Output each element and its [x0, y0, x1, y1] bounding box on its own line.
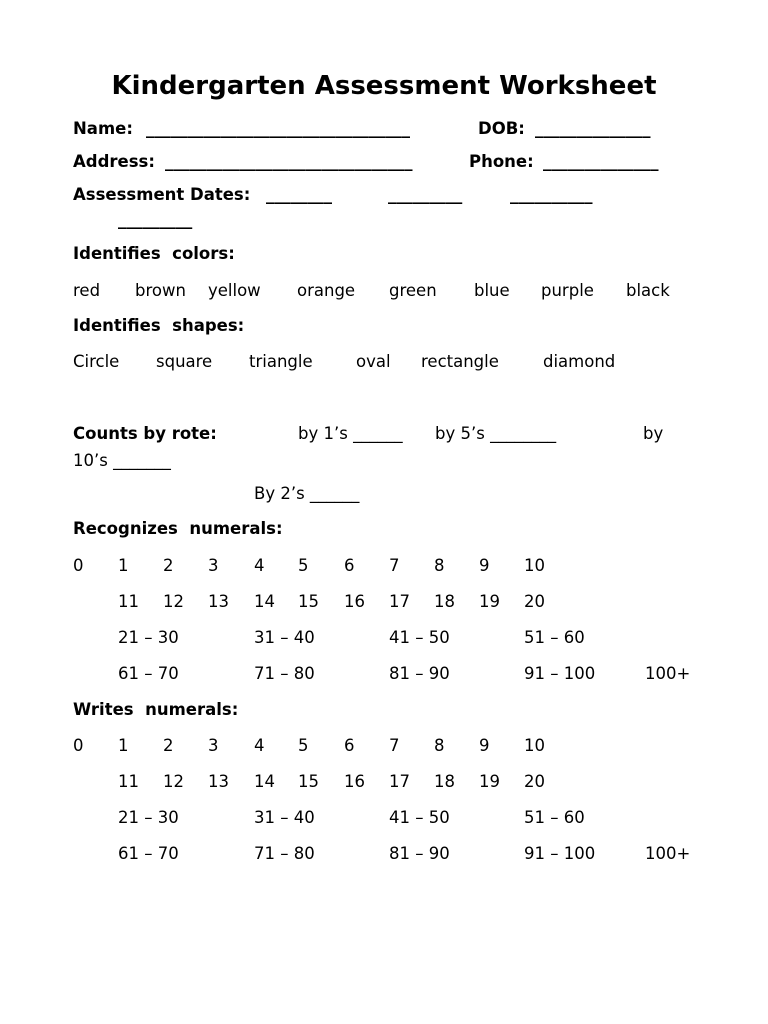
numeral: 17 [389, 772, 410, 791]
colors-heading: Identifies colors: [73, 244, 235, 263]
numeral: 10 [524, 556, 545, 575]
numeral: 17 [389, 592, 410, 611]
list-item: Circle [73, 352, 120, 371]
numeral-range: 71 – 80 [254, 664, 315, 683]
numeral: 14 [254, 592, 275, 611]
numeral-range: 61 – 70 [118, 664, 179, 683]
phone-line: ______________ [543, 152, 659, 171]
shapes-heading: Identifies shapes: [73, 316, 245, 335]
numeral-range: 21 – 30 [118, 628, 179, 647]
list-item: green [389, 281, 437, 300]
numeral-range: 71 – 80 [254, 844, 315, 863]
numeral: 3 [208, 736, 219, 755]
numeral: 15 [298, 592, 319, 611]
numeral: 20 [524, 592, 545, 611]
numeral: 8 [434, 736, 445, 755]
list-item: yellow [208, 281, 261, 300]
numeral-range: 91 – 100 [524, 664, 596, 683]
numeral-range: 100+ [645, 844, 691, 863]
numeral: 3 [208, 556, 219, 575]
list-item: square [156, 352, 213, 371]
numeral-range: 41 – 50 [389, 628, 450, 647]
numeral: 1 [118, 736, 129, 755]
assessment-dates-label: Assessment Dates: [73, 185, 251, 204]
address-label: Address: [73, 152, 155, 171]
assessment-date-line: _________ [388, 185, 463, 204]
list-item: oval [356, 352, 391, 371]
numeral-range: 81 – 90 [389, 844, 450, 863]
numeral-range: 31 – 40 [254, 628, 315, 647]
count-by-10-prefix: by [643, 424, 664, 443]
numeral-range: 100+ [645, 664, 691, 683]
numeral: 12 [163, 772, 184, 791]
count-by-1: by 1’s ______ [298, 424, 403, 443]
phone-label: Phone: [469, 152, 534, 171]
numeral-range: 51 – 60 [524, 808, 585, 827]
list-item: orange [297, 281, 356, 300]
list-item: blue [474, 281, 510, 300]
numeral: 8 [434, 556, 445, 575]
numeral: 6 [344, 736, 355, 755]
name-line: ________________________________ [146, 119, 410, 138]
numeral: 14 [254, 772, 275, 791]
dob-line: ______________ [535, 119, 651, 138]
count-by-5: by 5’s ________ [435, 424, 557, 443]
numeral-range: 31 – 40 [254, 808, 315, 827]
list-item: diamond [543, 352, 616, 371]
numeral: 5 [298, 556, 309, 575]
name-label: Name: [73, 119, 133, 138]
numeral: 2 [163, 556, 174, 575]
numeral: 15 [298, 772, 319, 791]
numeral: 1 [118, 556, 129, 575]
numeral-range: 41 – 50 [389, 808, 450, 827]
assessment-date-line: _________ [118, 210, 193, 229]
assessment-date-line: ________ [266, 185, 332, 204]
list-item: red [73, 281, 101, 300]
numeral: 2 [163, 736, 174, 755]
numeral: 6 [344, 556, 355, 575]
list-item: brown [135, 281, 186, 300]
list-item: rectangle [421, 352, 499, 371]
numeral-range: 81 – 90 [389, 664, 450, 683]
list-item: purple [541, 281, 594, 300]
numeral: 12 [163, 592, 184, 611]
page-title: Kindergarten Assessment Worksheet [111, 71, 657, 101]
numeral: 0 [73, 556, 84, 575]
numeral-range: 51 – 60 [524, 628, 585, 647]
numeral: 4 [254, 556, 265, 575]
numeral: 11 [118, 772, 139, 791]
list-item: black [626, 281, 670, 300]
numeral: 7 [389, 556, 400, 575]
numeral: 18 [434, 592, 455, 611]
recognizes-heading: Recognizes numerals: [73, 519, 283, 538]
numeral: 0 [73, 736, 84, 755]
writes-heading: Writes numerals: [73, 700, 239, 719]
count-by-10: 10’s _______ [73, 451, 171, 470]
numeral: 4 [254, 736, 265, 755]
numeral: 16 [344, 772, 365, 791]
numeral: 7 [389, 736, 400, 755]
numeral: 13 [208, 592, 229, 611]
counts-heading: Counts by rote: [73, 424, 217, 443]
numeral: 13 [208, 772, 229, 791]
numeral: 20 [524, 772, 545, 791]
numeral: 5 [298, 736, 309, 755]
numeral-range: 61 – 70 [118, 844, 179, 863]
count-by-2: By 2’s ______ [254, 484, 360, 503]
numeral: 19 [479, 592, 500, 611]
numeral: 19 [479, 772, 500, 791]
numeral: 18 [434, 772, 455, 791]
numeral-range: 21 – 30 [118, 808, 179, 827]
list-item: triangle [249, 352, 313, 371]
numeral: 10 [524, 736, 545, 755]
numeral: 11 [118, 592, 139, 611]
numeral: 16 [344, 592, 365, 611]
numeral: 9 [479, 556, 490, 575]
assessment-date-line: __________ [510, 185, 593, 204]
numeral-range: 91 – 100 [524, 844, 596, 863]
dob-label: DOB: [478, 119, 525, 138]
address-line: ______________________________ [165, 152, 413, 171]
numeral: 9 [479, 736, 490, 755]
